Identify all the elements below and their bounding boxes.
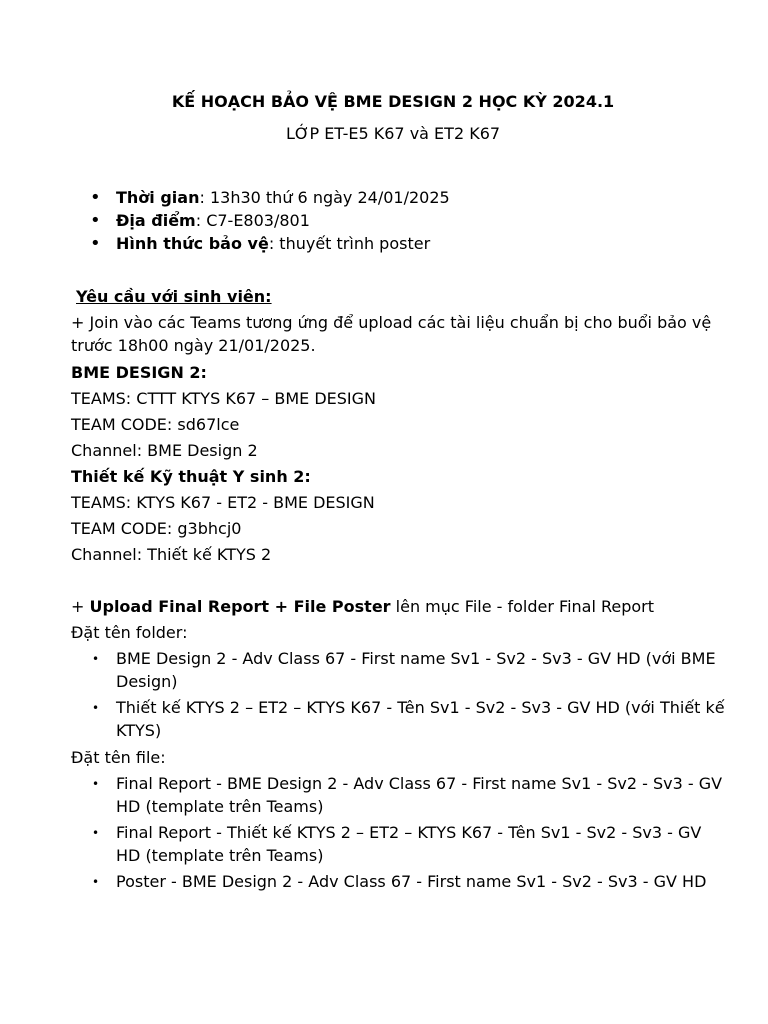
folder-naming-heading: Đặt tên folder: [71, 623, 188, 642]
document-title: KẾ HOẠCH BẢO VỆ BME DESIGN 2 HỌC KỲ 2024.1 [171, 92, 615, 111]
info-item-format [90, 232, 730, 255]
requirements-heading: Yêu cầu với sinh viên: [76, 287, 272, 306]
info-value: : 13h30 thứ 6 ngày 24/01/2025 [199, 188, 450, 207]
folder-item: • BME Design 2 - Adv Class 67 - First name Sv1 - Sv2 - Sv3 - GV HD (với BME Design) [90, 647, 730, 693]
group1-channel: Channel: BME Design 2 [71, 441, 258, 460]
folder-item: • Thiết kế KTYS 2 – ET2 – KTYS K67 - Tên Sv1 - Sv2 - Sv3 - GV HD (với Thiết kế KTYS) [90, 696, 730, 742]
info-item-location [90, 209, 730, 232]
join-instruction: + Join vào các Teams tương ứng để upload các tài liệu chuẩn bị cho buổi bảo vệ trước 18h00 ngày 21/01/2025. [71, 313, 712, 355]
document-subtitle: LỚP ET-E5 K67 và ET2 K67 [285, 124, 501, 143]
upload-instruction: + Upload Final Report + File Poster lên mục File - folder Final Report [71, 597, 655, 616]
file-item: • Final Report - Thiết kế KTYS 2 – ET2 – KTYS K67 - Tên Sv1 - Sv2 - Sv3 - GV HD (template trên Teams) [90, 821, 730, 867]
info-label: Thời gian [116, 188, 200, 207]
info-label: Hình thức bảo vệ [116, 234, 269, 253]
file-item: • Poster - BME Design 2 - Adv Class 67 - First name Sv1 - Sv2 - Sv3 - GV HD [90, 870, 730, 893]
group2-heading: Thiết kế Kỹ thuật Y sinh 2: [71, 467, 311, 486]
file-naming-heading: Đặt tên file: [71, 748, 166, 767]
group1-code: TEAM CODE: sd67lce [71, 415, 240, 434]
group2-code: TEAM CODE: g3bhcj0 [71, 519, 242, 538]
group2-channel: Channel: Thiết kế KTYS 2 [71, 545, 272, 564]
info-value: : C7-E803/801 [195, 211, 310, 230]
group1-heading: BME DESIGN 2: [71, 363, 207, 382]
info-label: Địa điểm [116, 211, 196, 230]
group1-teams: TEAMS: CTTT KTYS K67 – BME DESIGN [71, 389, 376, 408]
group2-teams: TEAMS: KTYS K67 - ET2 - BME DESIGN [71, 493, 375, 512]
file-item: • Final Report - BME Design 2 - Adv Class 67 - First name Sv1 - Sv2 - Sv3 - GV HD (template trên Teams) [90, 772, 730, 818]
info-value: : thuyết trình poster [268, 234, 431, 253]
info-item-time [90, 186, 730, 209]
